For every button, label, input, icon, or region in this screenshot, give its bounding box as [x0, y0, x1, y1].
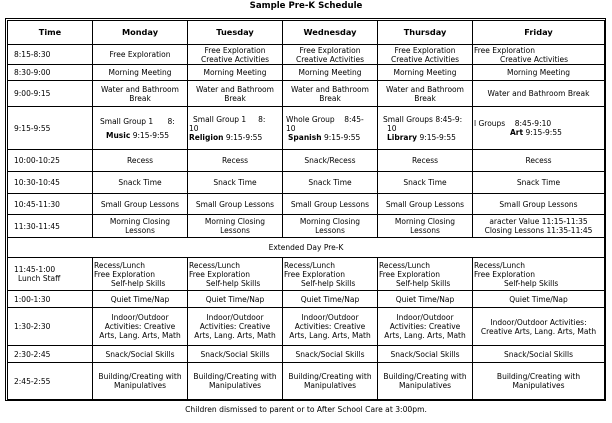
- schedule-cell: [93, 258, 188, 291]
- cell-text: Water and Bathroom: [101, 84, 179, 94]
- cell-text: Creative Activities: [390, 54, 460, 64]
- cell-text: 9:15-9:55: [419, 132, 456, 142]
- time-cell: 1:30-2:30: [8, 308, 93, 346]
- table-row: [8, 363, 605, 400]
- schedule-cell: Quiet Time/Nap: [93, 291, 188, 308]
- schedule-cell: [188, 81, 283, 107]
- cell-text: Free Exploration: [474, 269, 535, 279]
- cell-text: Building/Creating with: [98, 372, 182, 381]
- schedule-cell: [473, 215, 605, 238]
- cell-text: Self-help Skills: [111, 278, 166, 288]
- time-cell: [8, 258, 93, 291]
- schedule-cell: Snack/Social Skills: [283, 346, 378, 363]
- cell-text: Small Groups 8:45-9:: [383, 114, 463, 124]
- cell-text: 9:15-9:55: [132, 130, 170, 140]
- time-text: Lunch Staff: [18, 274, 61, 283]
- cell-text: 10: [387, 123, 397, 133]
- cell-text: Self-help Skills: [206, 278, 261, 288]
- schedule-cell: [93, 81, 188, 107]
- cell-text: Arts, Lang. Arts, Math: [384, 331, 466, 340]
- cell-text: 10: [189, 123, 199, 133]
- table-row: [8, 346, 605, 363]
- header-row: [8, 21, 605, 45]
- cell-text: Lessons: [315, 226, 345, 235]
- cell-text: Free Exploration: [379, 269, 440, 279]
- time-cell: 10:00-10:25: [8, 150, 93, 172]
- schedule-cell: Small Group Lessons: [473, 194, 605, 215]
- schedule-cell: [93, 363, 188, 400]
- schedule-cell: [188, 363, 283, 400]
- cell-text: Recess/Lunch: [379, 260, 430, 270]
- time-cell: 8:15-8:30: [8, 45, 93, 65]
- schedule-cell: Snack/Social Skills: [188, 346, 283, 363]
- schedule-cell: Snack/Social Skills: [473, 346, 605, 363]
- cell-text: Lessons: [410, 226, 440, 235]
- cell-text: Building/Creating with: [193, 372, 277, 381]
- schedule-cell: [188, 215, 283, 238]
- cell-text: Free Exploration: [189, 269, 250, 279]
- cell-text: 9:15-9:55: [525, 128, 562, 137]
- cell-text: Self-help Skills: [301, 278, 356, 288]
- schedule-cell: [188, 45, 283, 65]
- cell-text: Whole Group 8:45-: [286, 114, 364, 124]
- schedule-cell: [93, 107, 188, 150]
- cell-text: Recess/Lunch: [284, 260, 335, 270]
- schedule-cell: Quiet Time/Nap: [188, 291, 283, 308]
- cell-text: Self-help Skills: [504, 278, 559, 288]
- header-monday: Monday: [93, 21, 188, 45]
- cell-text: Closing Lessons 11:35-11:45: [484, 226, 593, 235]
- table-row: [8, 194, 605, 215]
- schedule-cell: Snack Time: [283, 172, 378, 194]
- schedule-cell: Quiet Time/Nap: [283, 291, 378, 308]
- cell-text: Small Group 1 8:: [193, 114, 266, 124]
- cell-text: Recess/Lunch: [189, 260, 240, 270]
- schedule-cell: [283, 308, 378, 346]
- cell-text: Lessons: [125, 226, 155, 235]
- cell-text: Arts, Lang. Arts, Math: [289, 331, 371, 340]
- schedule-cell: Snack Time: [473, 172, 605, 194]
- cell-text: aracter Value 11:15-11:35: [489, 217, 588, 226]
- subject-label: Religion: [189, 132, 224, 142]
- table-row: [8, 215, 605, 238]
- cell-text: Building/Creating with: [496, 372, 581, 381]
- schedule-cell: [378, 258, 473, 291]
- cell-text: Activities: Creative: [294, 322, 366, 331]
- cell-text: Free Exploration: [94, 269, 155, 279]
- section-row: [8, 238, 605, 258]
- schedule-cell: [378, 107, 473, 150]
- schedule-cell: Small Group Lessons: [93, 194, 188, 215]
- cell-text: Morning Closing: [299, 217, 361, 226]
- schedule-cell: [473, 107, 605, 150]
- cell-text: Free Exploration: [284, 269, 345, 279]
- schedule-cell: [188, 258, 283, 291]
- cell-text: Creative Activities: [295, 54, 365, 64]
- cell-text: Building/Creating with: [383, 372, 467, 381]
- subject-label: Music: [106, 130, 131, 140]
- time-cell: 8:30-9:00: [8, 65, 93, 81]
- cell-text: Arts, Lang. Arts, Math: [99, 331, 181, 340]
- schedule-cell: Morning Meeting: [283, 65, 378, 81]
- schedule-cell: Snack Time: [93, 172, 188, 194]
- cell-text: Indoor/Outdoor: [396, 313, 454, 322]
- cell-text: Break: [414, 93, 436, 103]
- cell-text: Manipulatives: [398, 381, 452, 390]
- cell-text: Manipulatives: [208, 381, 262, 390]
- time-cell: 2:45-2:55: [8, 363, 93, 400]
- time-cell: 10:30-10:45: [8, 172, 93, 194]
- time-cell: 11:30-11:45: [8, 215, 93, 238]
- schedule-cell: [188, 107, 283, 150]
- schedule-cell: Morning Meeting: [473, 65, 605, 81]
- page-title: Sample Pre-K Schedule: [249, 1, 363, 11]
- header-friday: Friday: [473, 21, 605, 45]
- schedule-cell: Small Group Lessons: [188, 194, 283, 215]
- schedule-cell: [473, 363, 605, 400]
- header-thursday: Thursday: [378, 21, 473, 45]
- schedule-cell: [283, 215, 378, 238]
- schedule-cell: [283, 45, 378, 65]
- schedule-cell: [283, 363, 378, 400]
- schedule-cell: Small Group Lessons: [283, 194, 378, 215]
- cell-text: Manipulatives: [512, 381, 565, 390]
- cell-text: Creative Arts, Lang. Arts, Math: [480, 326, 597, 336]
- schedule-cell: Snack Time: [188, 172, 283, 194]
- cell-text: Recess/Lunch: [474, 260, 525, 270]
- cell-text: Free Exploration: [474, 45, 535, 55]
- schedule-cell: Morning Meeting: [378, 65, 473, 81]
- cell-text: 10: [286, 123, 296, 133]
- cell-text: Water and Bathroom: [386, 84, 464, 94]
- header-tuesday: Tuesday: [188, 21, 283, 45]
- time-text: 11:45-1:00: [14, 265, 56, 274]
- schedule-cell: [378, 45, 473, 65]
- cell-text: Activities: Creative: [104, 322, 176, 331]
- table-row: [8, 81, 605, 107]
- cell-text: Indoor/Outdoor: [111, 313, 169, 322]
- header-wednesday: Wednesday: [283, 21, 378, 45]
- time-cell: 1:00-1:30: [8, 291, 93, 308]
- schedule-cell: Water and Bathroom Break: [473, 81, 605, 107]
- dismissal-note: Children dismissed to parent or to After School Care at 3:00pm.: [185, 405, 427, 414]
- time-cell: 9:15-9:55: [8, 107, 93, 150]
- cell-text: Activities: Creative: [199, 322, 271, 331]
- cell-text: Creative Activities: [200, 54, 270, 64]
- schedule-cell: [378, 308, 473, 346]
- schedule-cell: Morning Meeting: [188, 65, 283, 81]
- time-cell: 9:00-9:15: [8, 81, 93, 107]
- extended-day-label: Extended Day Pre-K: [8, 238, 605, 258]
- schedule-cell: [188, 308, 283, 346]
- cell-text: Break: [224, 93, 246, 103]
- cell-text: Morning Closing: [204, 217, 266, 226]
- cell-text: 9:15-9:55: [323, 132, 361, 142]
- cell-text: Indoor/Outdoor: [206, 313, 264, 322]
- cell-text: Indoor/Outdoor Activities:: [490, 317, 587, 327]
- cell-text: Manipulatives: [303, 381, 357, 390]
- cell-text: Activities: Creative: [389, 322, 461, 331]
- cell-text: Free Exploration: [204, 45, 266, 55]
- header-time: Time: [8, 21, 93, 45]
- cell-text: Indoor/Outdoor: [301, 313, 359, 322]
- table-row: [8, 150, 605, 172]
- schedule-cell: [473, 258, 605, 291]
- schedule-cell: [378, 363, 473, 400]
- schedule-cell: Small Group Lessons: [378, 194, 473, 215]
- time-cell: 10:45-11:30: [8, 194, 93, 215]
- schedule-cell: Snack/Recess: [283, 150, 378, 172]
- cell-text: Self-help Skills: [396, 278, 451, 288]
- cell-text: Small Group 1 8:: [100, 116, 175, 126]
- cell-text: l Groups 8:45-9:10: [474, 119, 552, 128]
- schedule-cell: Recess: [473, 150, 605, 172]
- schedule-cell: Recess: [93, 150, 188, 172]
- schedule-cell: [283, 81, 378, 107]
- schedule-cell: Snack Time: [378, 172, 473, 194]
- cell-text: Morning Closing: [109, 217, 171, 226]
- table-row: [8, 172, 605, 194]
- cell-text: Recess/Lunch: [94, 260, 145, 270]
- table-row: [8, 308, 605, 346]
- schedule-cell: [473, 45, 605, 65]
- cell-text: Lessons: [220, 226, 250, 235]
- schedule-cell: Snack/Social Skills: [93, 346, 188, 363]
- schedule-cell: Quiet Time/Nap: [378, 291, 473, 308]
- cell-text: 9:15-9:55: [225, 132, 263, 142]
- cell-text: Creative Activities: [500, 54, 569, 64]
- schedule-cell: [93, 308, 188, 346]
- cell-text: Free Exploration: [299, 45, 361, 55]
- schedule-cell: Quiet Time/Nap: [473, 291, 605, 308]
- schedule-cell: [378, 215, 473, 238]
- cell-text: Water and Bathroom: [196, 84, 274, 94]
- cell-text: Building/Creating with: [288, 372, 372, 381]
- schedule-cell: [473, 308, 605, 346]
- schedule-cell: Snack/Social Skills: [378, 346, 473, 363]
- schedule-cell: [93, 215, 188, 238]
- cell-text: Free Exploration: [109, 50, 171, 59]
- subject-label: Library: [387, 132, 418, 142]
- table-row: [8, 65, 605, 81]
- cell-text: Manipulatives: [113, 381, 167, 390]
- table-row: [8, 45, 605, 65]
- schedule-cell: [283, 107, 378, 150]
- subject-label: Art: [510, 128, 524, 137]
- schedule-cell: Recess: [378, 150, 473, 172]
- cell-text: Arts, Lang. Arts, Math: [194, 331, 276, 340]
- cell-text: Free Exploration: [394, 45, 456, 55]
- table-row: [8, 258, 605, 291]
- subject-label: Spanish: [288, 132, 322, 142]
- table-row: [8, 107, 605, 150]
- cell-text: Water and Bathroom: [291, 84, 369, 94]
- cell-text: Morning Closing: [394, 217, 456, 226]
- table-row: [8, 291, 605, 308]
- schedule-cell: [283, 258, 378, 291]
- schedule-cell: [93, 45, 188, 65]
- time-cell: 2:30-2:45: [8, 346, 93, 363]
- schedule-cell: Morning Meeting: [93, 65, 188, 81]
- cell-text: Break: [319, 93, 341, 103]
- cell-text: Break: [129, 93, 151, 103]
- schedule-cell: [378, 81, 473, 107]
- schedule-table: [7, 20, 605, 400]
- schedule-cell: Recess: [188, 150, 283, 172]
